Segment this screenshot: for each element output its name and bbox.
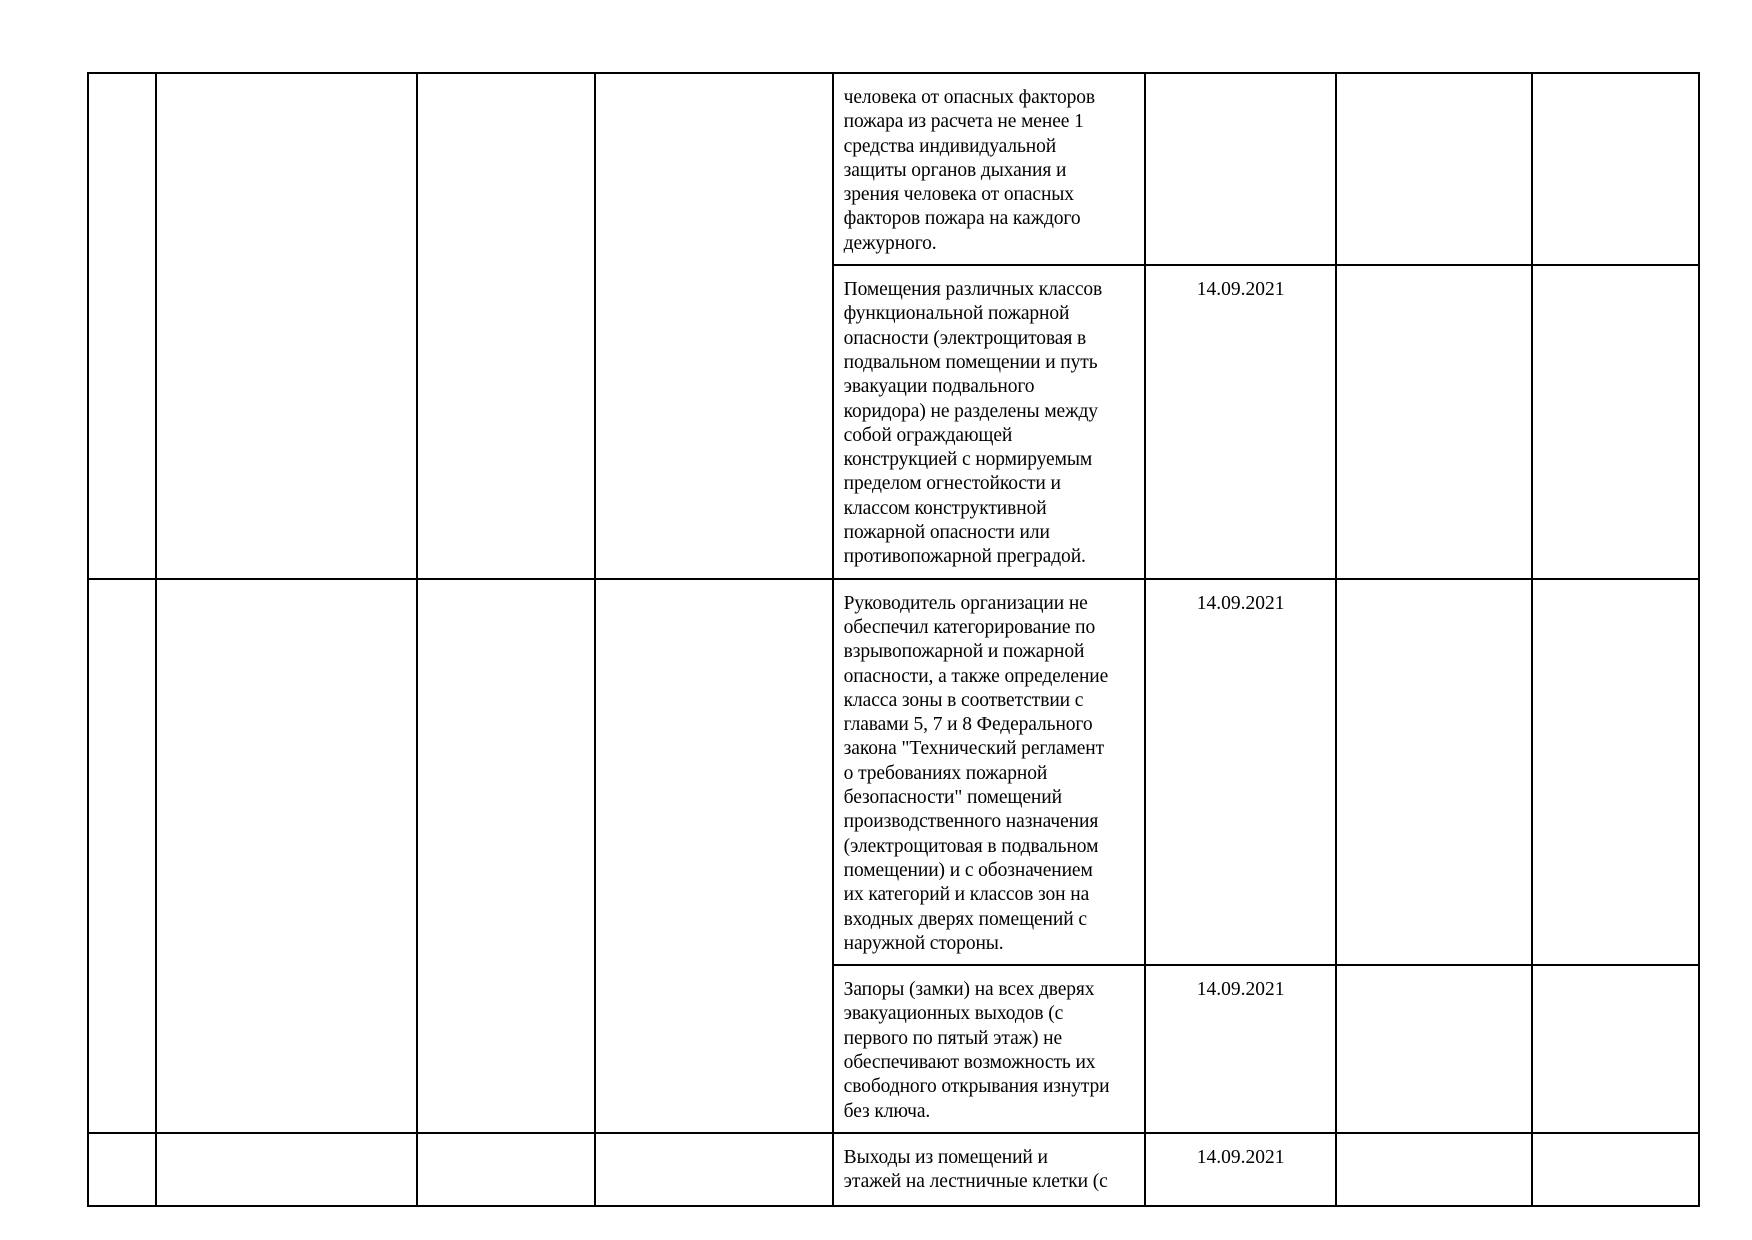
notes-cell [1532,579,1699,965]
object-cell [156,579,416,1133]
status-cell [1336,965,1532,1133]
requirement-cell [595,579,832,1133]
status-cell [1336,1133,1532,1206]
requirement-cell [595,73,832,579]
requirement-cell [595,1133,832,1206]
deadline-date: 14.09.2021 [1196,1147,1285,1169]
deadline-cell [1145,265,1336,579]
violation-cell [833,1133,1146,1206]
deadline-cell [1145,579,1336,965]
table-row [88,1133,1699,1206]
deadline-date [1146,74,1335,86]
status-cell [1336,579,1532,965]
deadline-cell [1145,965,1336,1133]
deadline-date: 14.09.2021 [1196,279,1285,301]
notes-cell [1532,265,1699,579]
violation-text: Запоры (замки) на всех дверях эвакуационных выходов (с первого по пятый этаж) не обеспечивают возможность их свободного открывания изнутри без ключа. [843,979,1110,1122]
status-cell [1336,73,1532,265]
violation-cell [833,265,1146,579]
violation-cell [833,965,1146,1133]
table-row [88,73,1699,265]
inspection-table [87,72,1700,1207]
notes-cell [1532,965,1699,1133]
deadline-cell [1145,73,1336,265]
violation-text: Помещения различных классов функциональной пожарной опасности (электрощитовая в подвальном помещении и путь эвакуации подвального коридора) не разделены между собой ограждающей конструкцией с нормируемым пределом огнестойкости и классом конструктивной пожарной опасности или противопожарной преградой. [843,279,1103,568]
violation-text: Руководитель организации не обеспечил категорирование по взрывопожарной и пожарной опасности, а также определение класса зоны в соответствии с главами 5, 7 и 8 Федерального закона "Технический регламент о требованиях пожарной безопасности" помещений производственного назначения (электрощитовая в подвальном помещении) и с обозначением их категорий и классов зон на входных дверях помещений с наружной стороны. [843,592,1109,954]
number-cell [88,73,156,579]
deadline-date: 14.09.2021 [1196,592,1285,614]
notes-cell [1532,1133,1699,1206]
status-cell [1336,265,1532,579]
number-cell [88,1133,156,1206]
number-cell [88,579,156,1133]
table-row [88,579,1699,965]
violation-cell [833,73,1146,265]
address-cell [417,1133,596,1206]
object-cell [156,73,416,579]
object-cell [156,1133,416,1206]
deadline-date: 14.09.2021 [1196,979,1285,1001]
address-cell [417,579,596,1133]
address-cell [417,73,596,579]
deadline-cell [1145,1133,1336,1206]
violation-cell [833,579,1146,965]
violation-text: человека от опасных факторов пожара из расчета не менее 1 средства индивидуальной защиты органов дыхания и зрения человека от опасных факторов пожара на каждого дежурного. [843,87,1096,254]
violation-text: Выходы из помещений и этажей на лестничные клетки (с [843,1147,1108,1193]
notes-cell [1532,73,1699,265]
